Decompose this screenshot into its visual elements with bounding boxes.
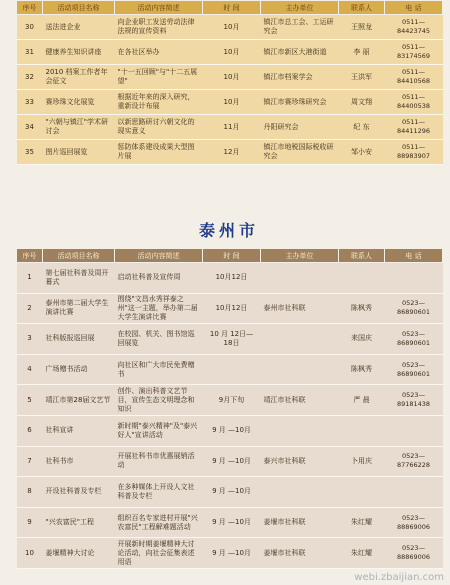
header-org: 主办单位 [261,1,339,15]
cell-desc: 组织百名专家进村开展"兴农富民"工程解难题活动 [115,507,203,538]
table-row [17,90,443,115]
top-activities-table [16,0,443,165]
cell-date: 11月 [203,115,261,140]
cell-desc: 在校园、机关、图书馆巡回展览 [115,324,203,355]
cell-org: 靖江市社科联 [261,385,339,416]
cell-name: 送法进企业 [43,15,115,40]
cell-date: 12月 [203,140,261,165]
cell-phone: 0523—88869006 [385,507,443,538]
table-row [17,507,443,538]
cell-no: 34 [17,115,43,140]
cell-contact: 严 晨 [339,385,385,416]
cell-contact: 纪 东 [339,115,385,140]
cell-no: 6 [17,415,43,446]
table-header-row [17,1,443,15]
cell-contact: 邹小安 [339,140,385,165]
cell-date: 9 月 —10月 [203,538,261,569]
header-contact: 联系人 [339,1,385,15]
cell-phone: 0511—88983907 [385,140,443,165]
cell-desc: 根据近年来的深入研究，重新设计布展 [115,90,203,115]
cell-no: 31 [17,40,43,65]
cell-date: 10月 [203,65,261,90]
header-no: 序号 [17,1,43,15]
table-row [17,324,443,355]
cell-contact: 朱红耀 [339,507,385,538]
cell-date: 9 月 —10月 [203,507,261,538]
cell-org [261,263,339,294]
table-row [17,15,443,40]
table-row [17,354,443,385]
cell-contact: 陈枫秀 [339,354,385,385]
cell-phone [385,263,443,294]
taizhou-activities-table [16,248,443,569]
cell-phone: 0523—89181438 [385,385,443,416]
cell-name: "兴农富民"工程 [43,507,115,538]
cell-org: 泰州市社科联 [261,293,339,324]
table-row [17,140,443,165]
cell-name: 社科版报巡回展 [43,324,115,355]
table-row [17,446,443,477]
table-header-row [17,249,443,263]
cell-phone: 0511—84423745 [385,15,443,40]
cell-contact: 周文翔 [339,90,385,115]
cell-no: 33 [17,90,43,115]
cell-contact: 来国庆 [339,324,385,355]
cell-desc: 启动社科普及宣传周 [115,263,203,294]
table-row [17,115,443,140]
cell-no: 10 [17,538,43,569]
header-phone: 电 话 [385,1,443,15]
cell-contact: 李 丽 [339,40,385,65]
watermark: webi.zbaijian.com [354,572,444,583]
cell-org: 镇江市新区大港街道 [261,40,339,65]
cell-org [261,324,339,355]
cell-phone: 0523—86890601 [385,293,443,324]
cell-name: 第七届社科普及周开幕式 [43,263,115,294]
cell-name: 社科书市 [43,446,115,477]
cell-org: 镇江市地税国际税收研究会 [261,140,339,165]
cell-date: 9 月 —10月 [203,415,261,446]
header-name: 活动项目名称 [43,249,115,263]
cell-phone: 0511—84410568 [385,65,443,90]
cell-no: 8 [17,477,43,508]
cell-name: 广场赠书活动 [43,354,115,385]
cell-no: 32 [17,65,43,90]
cell-desc: 创作、演出科普文艺节目，宣传生态文明理念和知识 [115,385,203,416]
city-title: 泰州市 [198,221,259,240]
cell-name: 图片巡回展览 [43,140,115,165]
cell-phone: 0523—88869006 [385,538,443,569]
cell-name: 健康养生知识讲座 [43,40,115,65]
cell-contact: 陈枫秀 [339,293,385,324]
table-row [17,477,443,508]
cell-name: 泰州市第二届大学生演讲比赛 [43,293,115,324]
cell-desc: 新时期"泰兴精神"及"泰兴好人"宣讲活动 [115,415,203,446]
cell-desc: "十一五回顾"与"十二五展望" [115,65,203,90]
cell-desc: 向企业职工发送劳动法律法规的宣传资料 [115,15,203,40]
cell-date: 9 月 —10月 [203,446,261,477]
header-phone: 电 话 [385,249,443,263]
cell-name: 开设社科普及专栏 [43,477,115,508]
cell-no: 35 [17,140,43,165]
table-row [17,293,443,324]
cell-phone: 0511—83174569 [385,40,443,65]
header-org: 主办单位 [261,249,339,263]
table-row [17,415,443,446]
cell-desc: 在多种媒体上开设人文社科普及专栏 [115,477,203,508]
cell-name: "六朝与镇江"学术研讨会 [43,115,115,140]
cell-desc: 开展社科书市优惠展销活动 [115,446,203,477]
cell-no: 9 [17,507,43,538]
header-desc: 活动内容简述 [115,249,203,263]
cell-org: 姜堰市社科联 [261,507,339,538]
header-no: 序号 [17,249,43,263]
cell-desc: 围绕"文昌水秀祥泰之州"这一主题，举办第二届大学生演讲比赛 [115,293,203,324]
cell-contact: 朱红耀 [339,538,385,569]
table-row [17,385,443,416]
cell-phone: 0523—86890601 [385,324,443,355]
cell-no: 30 [17,15,43,40]
cell-desc: 向社区和广大市民免费赠书 [115,354,203,385]
header-contact: 联系人 [339,249,385,263]
cell-org: 镇江市总工会、工运研究会 [261,15,339,40]
cell-name: 社科宣讲 [43,415,115,446]
table-row [17,40,443,65]
cell-org: 丹阳研究会 [261,115,339,140]
cell-date: 9 月 —10月 [203,477,261,508]
cell-contact [339,415,385,446]
cell-no: 4 [17,354,43,385]
cell-contact: 卜用庆 [339,446,385,477]
cell-date: 10月12日 [203,293,261,324]
cell-org [261,477,339,508]
cell-desc: 惩防体系建设成果大型图片展 [115,140,203,165]
cell-name: 赛珍珠文化展览 [43,90,115,115]
cell-org: 镇江市档案学会 [261,65,339,90]
cell-date: 10月 [203,15,261,40]
cell-date [203,354,261,385]
cell-phone: 0523—86890601 [385,354,443,385]
cell-desc: 以新思路研讨六朝文化的现实意义 [115,115,203,140]
cell-org: 镇江市赛珍珠研究会 [261,90,339,115]
cell-name: 2010 档案工作者年会征文 [43,65,115,90]
cell-desc: 在各社区举办 [115,40,203,65]
cell-contact: 王洪军 [339,65,385,90]
cell-org [261,354,339,385]
header-name: 活动项目名称 [43,1,115,15]
header-desc: 活动内容简述 [115,1,203,15]
top-table-section [16,0,442,165]
cell-phone: 0511—84400538 [385,90,443,115]
cell-org: 姜堰市社科联 [261,538,339,569]
table-row [17,538,443,569]
cell-phone [385,477,443,508]
cell-no: 2 [17,293,43,324]
cell-contact [339,263,385,294]
cell-phone: 0511—84411296 [385,115,443,140]
cell-no: 3 [17,324,43,355]
cell-contact: 王照龙 [339,15,385,40]
table-row [17,263,443,294]
header-date: 时 间 [203,249,261,263]
cell-name: 姜堰精神大讨论 [43,538,115,569]
cell-no: 5 [17,385,43,416]
cell-date: 10月 [203,90,261,115]
cell-contact [339,477,385,508]
cell-desc: 开展新时期姜堰精神大讨论活动，向社会征集表述用语 [115,538,203,569]
cell-no: 1 [17,263,43,294]
taizhou-section [16,214,442,569]
cell-no: 7 [17,446,43,477]
cell-org [261,415,339,446]
cell-name: 靖江市第28届文艺节 [43,385,115,416]
cell-date: 9月下旬 [203,385,261,416]
header-date: 时 间 [203,1,261,15]
cell-date: 10月12日 [203,263,261,294]
cell-date: 10月 [203,40,261,65]
cell-phone: 0523—87766228 [385,446,443,477]
table-row [17,65,443,90]
cell-org: 泰兴市社科联 [261,446,339,477]
cell-date: 10 月 12日—18日 [203,324,261,355]
cell-phone [385,415,443,446]
